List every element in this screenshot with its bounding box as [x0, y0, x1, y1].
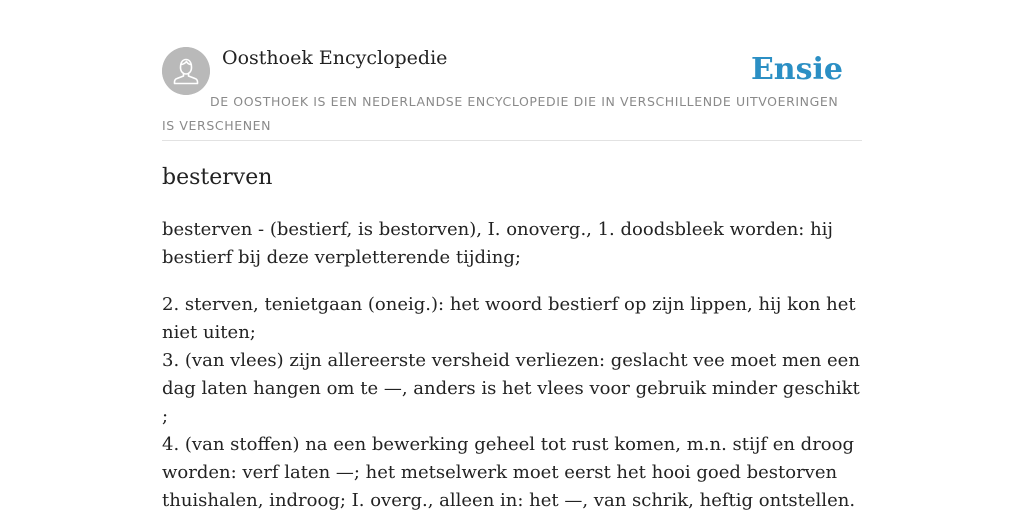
entry-paragraph-4: 4. (van stoffen) na een bewerking geheel tot rust komen, m.n. stijf en droog worden: verf laten —; het metselwerk moet eerst het hooi goed bestorven thuishalen, indroog; I. overg., alleen in: het —, van schrik, heftig ontstellen. [162, 434, 856, 511]
entry-paragraph-3: 3. (van vlees) zijn allereerste versheid verliezen: geslacht vee moet men een dag laten hangen om te —, anders is het vlees voor gebruik minder geschikt ; [162, 350, 860, 427]
entry-paragraph-1: besterven - (bestierf, is bestorven), I. onoverg., 1. doodsbleek worden: hij bestierf bij deze verpletterende tijding; [162, 219, 834, 268]
source-description: DE OOSTHOEK IS EEN NEDERLANDSE ENCYCLOPEDIE DIE IN VERSCHILLENDE UITVOERINGEN IS VERSCHENEN [162, 94, 839, 133]
entry-content [162, 216, 862, 512]
page-header [162, 46, 862, 141]
entry-paragraph-2: 2. sterven, tenietgaan (oneig.): het woord bestierf op zijn lippen, hij kon het niet uiten; [162, 294, 856, 343]
source-name[interactable]: Oosthoek Encyclopedie [222, 47, 448, 69]
brand-logo[interactable]: Ensie [750, 52, 843, 87]
user-icon [162, 47, 210, 95]
entry-title: besterven [162, 165, 273, 190]
source-avatar[interactable] [162, 47, 210, 95]
